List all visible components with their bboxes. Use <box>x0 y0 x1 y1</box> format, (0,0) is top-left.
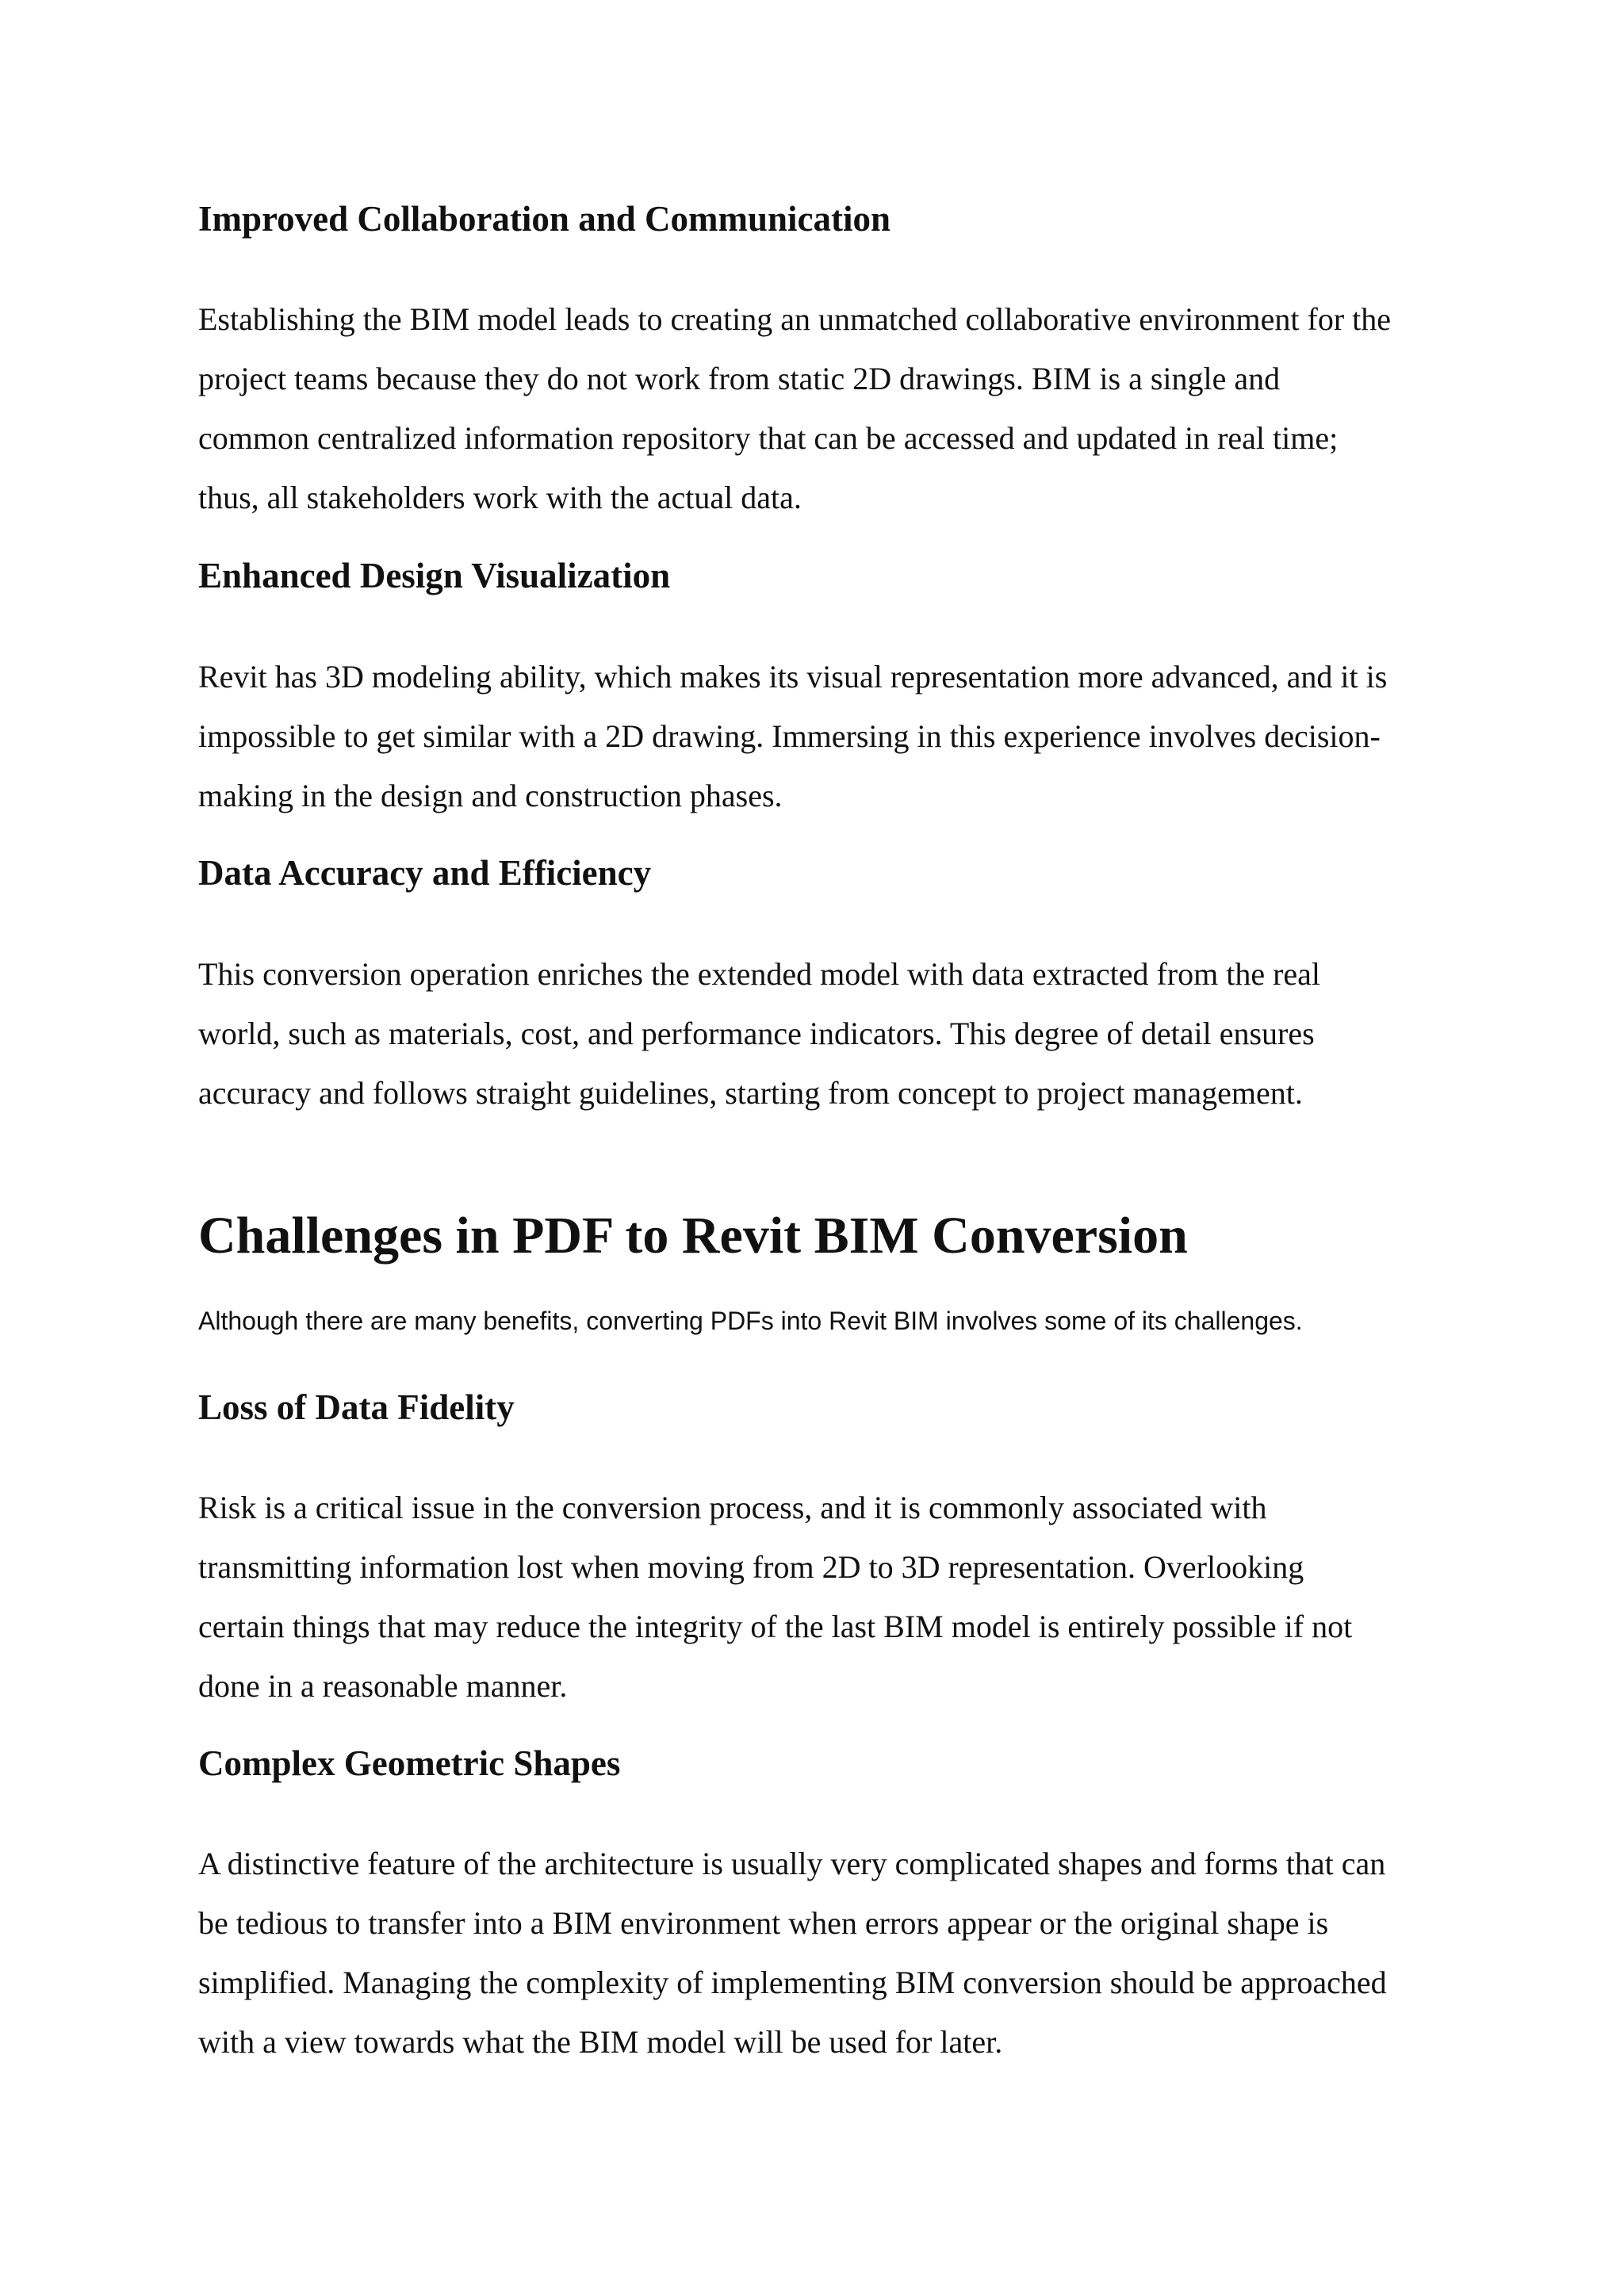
section-heading-geometric-shapes: Complex Geometric Shapes <box>198 1743 621 1783</box>
section-heading-data-fidelity: Loss of Data Fidelity <box>198 1387 515 1427</box>
paragraph-geometric-shapes <box>198 1834 1443 2072</box>
paragraph-line: This conversion operation enriches the extended model with data extracted from the real <box>198 956 1321 992</box>
paragraph-accuracy <box>198 944 1443 1123</box>
paragraph-line: transmitting information lost when moving from 2D to 3D representation. Overlooking <box>198 1549 1304 1585</box>
paragraph-line: making in the design and construction phases. <box>198 778 783 813</box>
paragraph-line: world, such as materials, cost, and performance indicators. This degree of detail ensures <box>198 1016 1315 1051</box>
section-heading-accuracy: Data Accuracy and Efficiency <box>198 853 652 893</box>
paragraph-line: thus, all stakeholders work with the actual data. <box>198 480 802 515</box>
paragraph-line: Establishing the BIM model leads to creating an unmatched collaborative environment for the <box>198 301 1392 337</box>
paragraph-line: simplified. Managing the complexity of implementing BIM conversion should be approached <box>198 1965 1387 2000</box>
paragraph-collaboration <box>198 289 1443 527</box>
paragraph-line: impossible to get similar with a 2D drawing. Immersing in this experience involves decision- <box>198 718 1381 754</box>
paragraph-line: A distinctive feature of the architecture is usually very complicated shapes and forms that can <box>198 1846 1386 1881</box>
paragraph-line: project teams because they do not work from static 2D drawings. BIM is a single and <box>198 361 1281 396</box>
main-heading: Challenges in PDF to Revit BIM Conversion <box>198 1207 1188 1265</box>
paragraph-line: with a view towards what the BIM model will be used for later. <box>198 2024 1003 2060</box>
section-heading-visualization: Enhanced Design Visualization <box>198 556 671 595</box>
paragraph-line: done in a reasonable manner. <box>198 1668 568 1704</box>
paragraph-data-fidelity <box>198 1478 1443 1716</box>
main-intro: Although there are many benefits, converting PDFs into Revit BIM involves some of its challenges. <box>198 1307 1303 1335</box>
section-heading-collaboration: Improved Collaboration and Communication <box>198 199 891 239</box>
paragraph-visualization <box>198 647 1443 825</box>
paragraph-line: common centralized information repository that can be accessed and updated in real time; <box>198 420 1339 456</box>
paragraph-line: certain things that may reduce the integrity of the last BIM model is entirely possible if not <box>198 1609 1353 1644</box>
paragraph-line: Revit has 3D modeling ability, which makes its visual representation more advanced, and it is <box>198 659 1388 695</box>
paragraph-line: accuracy and follows straight guidelines, starting from concept to project management. <box>198 1075 1303 1111</box>
paragraph-line: Risk is a critical issue in the conversion process, and it is commonly associated with <box>198 1490 1267 1525</box>
paragraph-line: be tedious to transfer into a BIM environment when errors appear or the original shape is <box>198 1905 1329 1941</box>
